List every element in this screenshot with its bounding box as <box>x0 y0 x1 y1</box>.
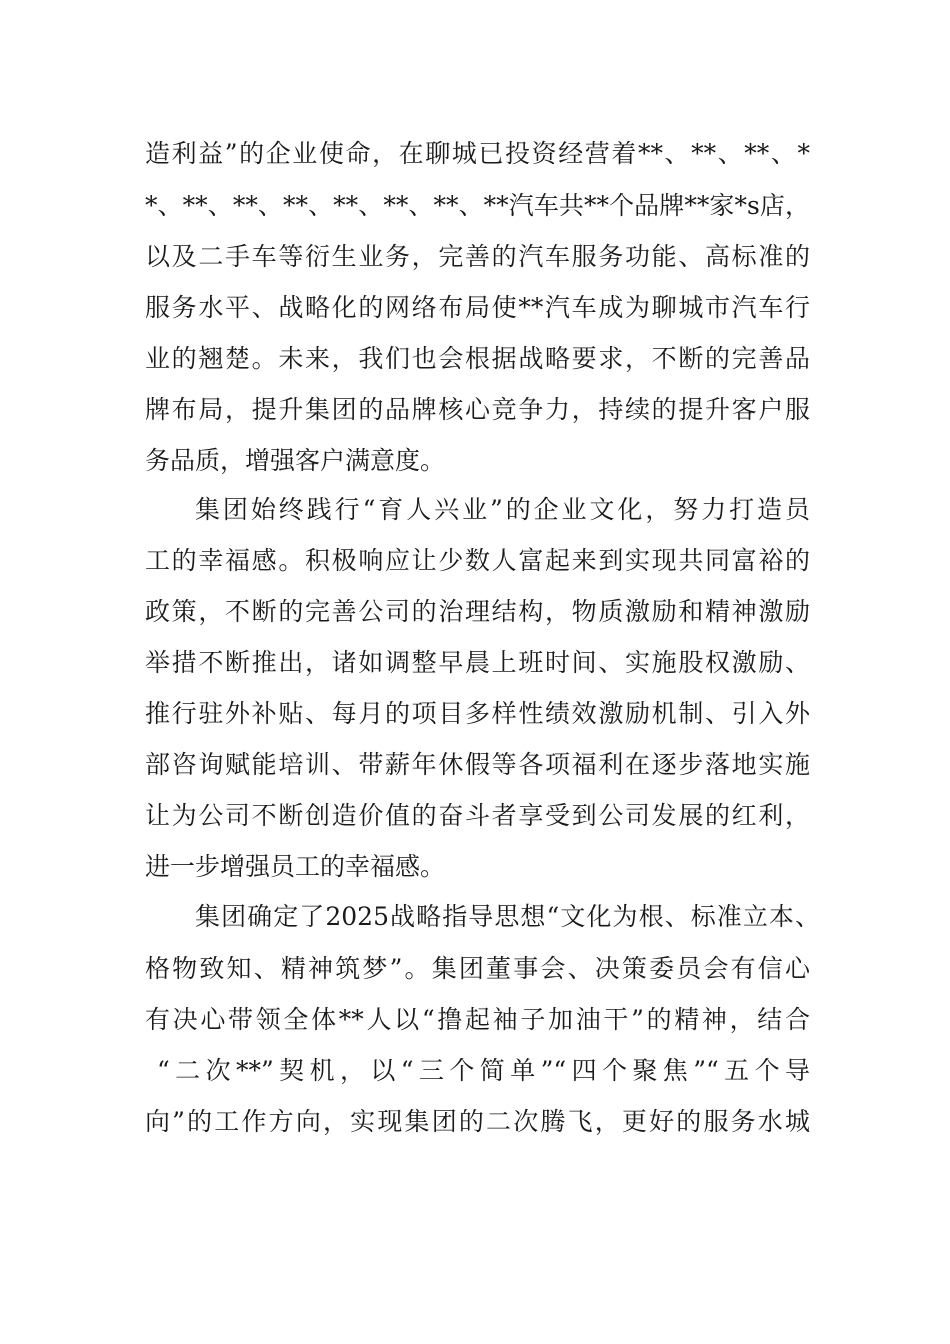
paragraph-line: “二次**”契机，以“三个简单”“四个聚焦”“五个导 <box>157 1056 810 1085</box>
paragraph-line: 造利益”的企业使命，在聊城已投资经营着**、**、**、* <box>145 139 810 168</box>
paragraph-line: 有决心带领全体**人以“撸起袖子加油干”的精神，结合 <box>145 1005 810 1034</box>
paragraph-line: 进一步增强员工的幸福感。 <box>145 852 446 881</box>
paragraph-line: 工的幸福感。积极响应让少数人富起来到实现共同富裕的 <box>145 546 810 575</box>
paragraph-line: 举措不断推出，诸如调整早晨上班时间、实施股权激励、 <box>145 648 810 677</box>
paragraph-line: 部咨询赋能培训、带薪年休假等各项福利在逐步落地实施 <box>145 750 810 779</box>
paragraph-line: 牌布局，提升集团的品牌核心竞争力，持续的提升客户服 <box>145 395 810 424</box>
paragraph-line: 让为公司不断创造价值的奋斗者享受到公司发展的红利， <box>145 801 810 830</box>
paragraph-line: 政策，不断的完善公司的治理结构，物质激励和精神激励 <box>145 597 810 626</box>
paragraph-line: 服务水平、战略化的网络布局使**汽车成为聊城市汽车行 <box>145 293 810 322</box>
paragraph-line: 格物致知、精神筑梦”。集团董事会、决策委员会有信心 <box>145 954 810 983</box>
paragraph-line: 集团确定了2025战略指导思想“文化为根、标准立本、 <box>195 902 820 931</box>
paragraph-line: *、**、**、**、**、**、**、**汽车共**个品牌**家*s店， <box>145 191 810 220</box>
paragraph-line: 业的翘楚。未来，我们也会根据战略要求，不断的完善品 <box>145 344 810 373</box>
paragraph-line: 向”的工作方向，实现集团的二次腾飞，更好的服务水城 <box>145 1107 810 1136</box>
paragraph-line: 务品质，增强客户满意度。 <box>145 446 446 475</box>
paragraph-line: 推行驻外补贴、每月的项目多样性绩效激励机制、引入外 <box>145 699 810 728</box>
paragraph-line: 以及二手车等衍生业务，完善的汽车服务功能、高标准的 <box>145 242 810 271</box>
paragraph-line: 集团始终践行“育人兴业”的企业文化，努力打造员 <box>195 495 810 524</box>
